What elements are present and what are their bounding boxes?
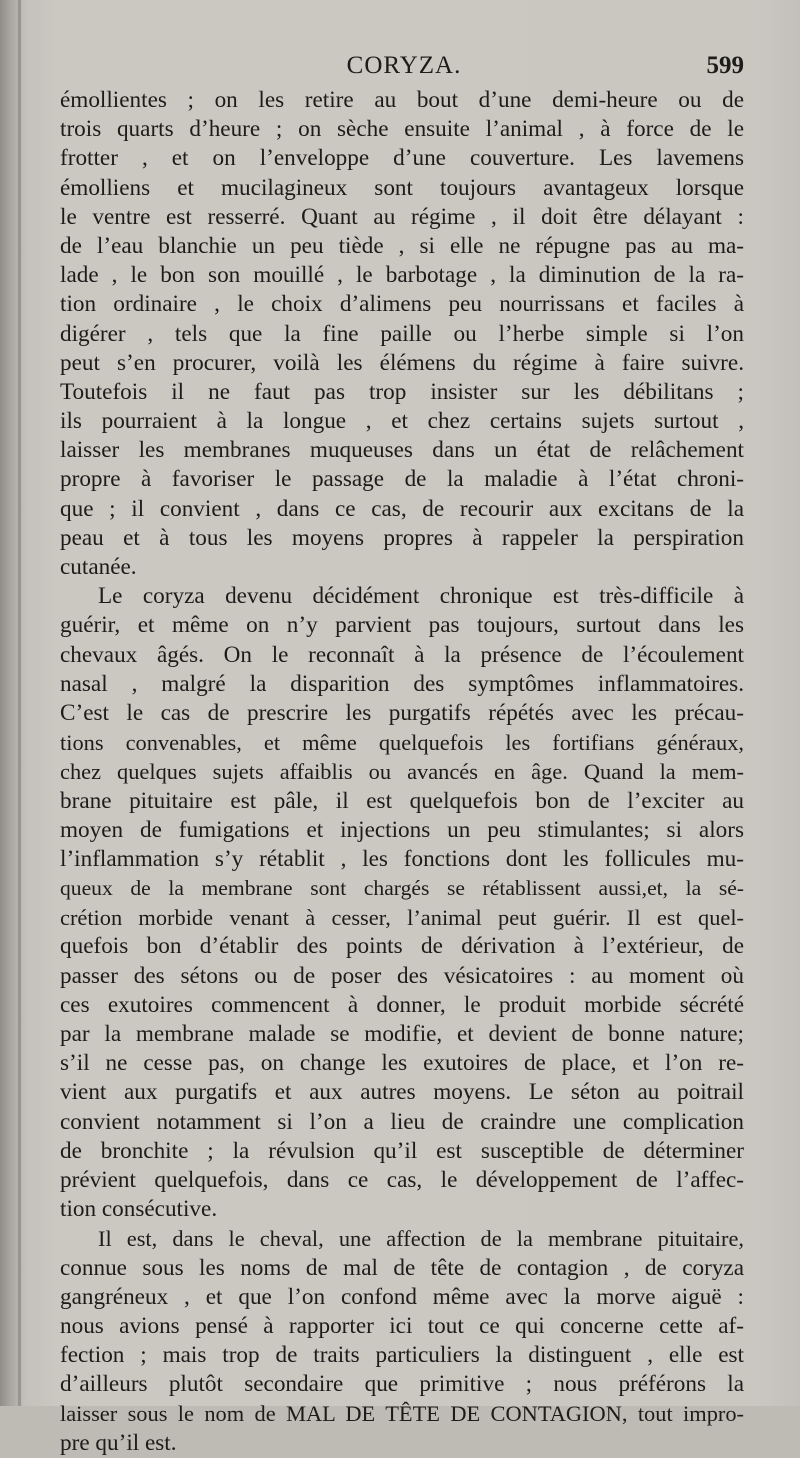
- text-line: peau et à tous les moyens propres à rappeler la perspiration: [60, 524, 744, 551]
- text-line: Il est, dans le cheval, une affection de la membrane pituitaire,: [98, 1226, 744, 1252]
- text-line: guérir, et même on n’y parvient pas toujours, surtout dans les: [60, 612, 744, 639]
- text-line: nous avions pensé à rapporter ici tout ce qui concerne cette af-: [60, 1312, 744, 1339]
- text-line: ils pourraient à la longue , et chez certains sujets surtout ,: [60, 408, 744, 435]
- text-line: cutanée.: [60, 554, 137, 580]
- text-line: le ventre est resserré. Quant au régime , il doit être délayant :: [60, 203, 744, 230]
- text-line: laisser les membranes muqueuses dans un état de relâchement: [60, 437, 744, 464]
- text-line: Toutefois il ne faut pas trop insister sur les débilitans ;: [60, 378, 744, 405]
- text-line: Le coryza devenu décidément chronique est très-difficile à: [98, 583, 744, 610]
- text-line: convient notamment si l’on a lieu de craindre une complication: [60, 1108, 744, 1135]
- text-line: queux de la membrane sont chargés se rétablissent aussi,et, la sé-: [60, 876, 744, 901]
- text-line: s’il ne cesse pas, on change les exutoires de place, et l’on re-: [60, 1050, 744, 1077]
- text-line: tion ordinaire , le choix d’alimens peu nourrissans et faciles à: [60, 291, 744, 318]
- text-line: fection ; mais trop de traits particuliers la distinguent , elle est: [60, 1342, 744, 1369]
- text-line: que ; il convient , dans ce cas, de recourir aux excitans de la: [60, 495, 744, 522]
- body-text: [60, 86, 744, 1458]
- text-line: propre à favoriser le passage de la maladie à l’état chroni-: [60, 466, 744, 493]
- text-line: émolliens et mucilagineux sont toujours avantageux lorsque: [60, 174, 744, 201]
- text-line: nasal , malgré la disparition des symptômes inflammatoires.: [60, 670, 744, 697]
- text-line: passer des sétons ou de poser des vésicatoires : au moment où: [60, 962, 744, 989]
- text-line: l’inflammation s’y rétablit , les fonctions dont les follicules mu-: [60, 845, 744, 872]
- text-line: C’est le cas de prescrire les purgatifs répétés avec les précau-: [60, 699, 744, 726]
- text-line: laisser sous le nom de MAL DE TÊTE DE CONTAGION, tout impro-: [60, 1401, 744, 1427]
- text-line: frotter , et on l’enveloppe d’une couverture. Les lavemens: [60, 145, 744, 172]
- text-line: émollientes ; on les retire au bout d’une demi-heure ou de: [60, 87, 744, 113]
- text-line: pre qu’il est.: [60, 1429, 177, 1456]
- text-line: chez quelques sujets affaiblis ou avancés en âge. Quand la mem-: [60, 759, 744, 785]
- text-line: quefois bon d’établir des points de dérivation à l’extérieur, de: [60, 933, 744, 960]
- text-line: trois quarts d’heure ; on sèche ensuite l’animal , à force de le: [60, 116, 744, 143]
- text-line: prévient quelquefois, dans ce cas, le développement de l’affec-: [60, 1166, 744, 1193]
- text-line: tion consécutive.: [60, 1196, 218, 1223]
- text-line: digérer , tels que la fine paille ou l’herbe simple si l’on: [60, 320, 744, 347]
- text-line: lade , le bon son mouillé , le barbotage , la diminution de la ra-: [60, 262, 744, 289]
- text-line: vient aux purgatifs et aux autres moyens. Le séton au poitrail: [60, 1079, 744, 1106]
- binding-gutter: [18, 0, 21, 1406]
- text-line: tions convenables, et même quelquefois les fortifians généraux,: [60, 730, 744, 756]
- text-line: peut s’en procurer, voilà les élémens du régime à faire suivre.: [60, 349, 744, 376]
- text-line: de bronchite ; la révulsion qu’il est susceptible de déterminer: [60, 1137, 744, 1164]
- running-title: CORYZA.: [346, 52, 462, 79]
- page-header: [64, 52, 744, 86]
- text-line: ces exutoires commencent à donner, le produit morbide sécrété: [60, 991, 744, 1018]
- text-line: crétion morbide venant à cesser, l’animal peut guérir. Il est quel-: [60, 905, 744, 931]
- text-line: moyen de fumigations et injections un peu stimulantes; si alors: [60, 816, 744, 843]
- text-line: par la membrane malade se modifie, et devient de bonne nature;: [60, 1021, 744, 1047]
- text-line: brane pituitaire est pâle, il est quelquefois bon de l’exciter au: [60, 787, 744, 814]
- text-line: de l’eau blanchie un peu tiède , si elle ne répugne pas au ma-: [60, 232, 744, 259]
- page-number: 599: [706, 52, 744, 79]
- text-line: d’ailleurs plutôt secondaire que primitive ; nous préférons la: [60, 1371, 744, 1398]
- text-line: connue sous les noms de mal de tête de contagion , de coryza: [60, 1254, 744, 1281]
- text-line: gangréneux , et que l’on confond même avec la morve aiguë :: [60, 1283, 744, 1310]
- text-line: chevaux âgés. On le reconnaît à la présence de l’écoulement: [60, 641, 744, 668]
